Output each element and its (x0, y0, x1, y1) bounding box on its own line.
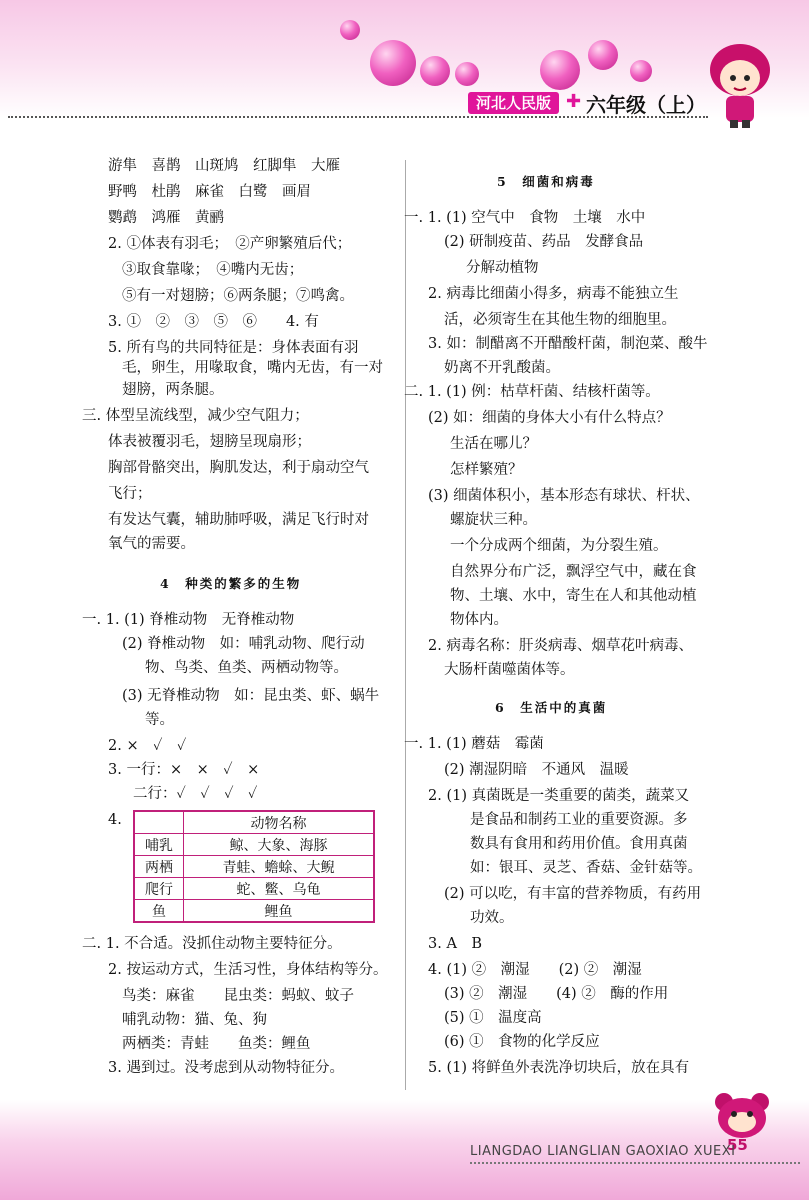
text-line: 活，必须寄生在其他生物的细胞里。 (444, 312, 676, 328)
text-line: 胸部骨骼突出，胸肌发达，利于扇动空气 (108, 460, 369, 476)
plus-icon: ✚ (566, 91, 582, 112)
decorative-bubble (370, 40, 416, 86)
text-line: 数具有食用和药用价值。食用真菌 (470, 836, 688, 852)
table-cell: 鱼 (134, 900, 184, 923)
text-line: 3. 遇到过。没考虑到从动物特征分。 (108, 1060, 344, 1076)
table-cell: 哺乳 (134, 834, 184, 856)
text-line: 飞行； (108, 486, 152, 502)
text-line: (5) ① 温度高 (444, 1010, 542, 1026)
text-line: ⑤有一对翅膀；⑥两条腿；⑦鸣禽。 (122, 288, 354, 304)
text-line: 有发达气囊，辅助肺呼吸，满足飞行时对 (108, 512, 369, 528)
text-line: 5. (1) 将鲜鱼外表洗净切块后，放在具有 (428, 1060, 690, 1076)
decorative-bubble (540, 50, 580, 90)
text-line: 物、土壤、水中，寄生在人和其他动植 (450, 588, 697, 604)
text-line: ③取食靠喙； ④嘴内无齿； (122, 262, 304, 278)
text-line: 哺乳动物：猫、兔、狗 (122, 1012, 267, 1028)
text-line: 翅膀，两条腿。 (122, 382, 224, 398)
bear-mascot-icon (712, 1090, 772, 1142)
animal-table (133, 810, 375, 923)
text-line: 怎样繁殖？ (450, 462, 523, 478)
table-cell: 两栖 (134, 856, 184, 878)
text-line: 2. 病毒比细菌小得多，病毒不能独立生 (428, 286, 679, 302)
mascot-icon (700, 36, 780, 128)
edition-badge: 河北人民版 (468, 92, 559, 114)
text-line: 3. 如：制醋离不开醋酸杆菌，制泡菜、酸牛 (428, 336, 708, 352)
column-divider (405, 160, 406, 1090)
text-line: 鹦鹉 鸿雁 黄鹂 (108, 210, 224, 226)
text-line: 等。 (145, 712, 174, 728)
table-cell: 蛇、鳖、乌龟 (184, 878, 375, 900)
decorative-bubble (420, 56, 450, 86)
header-divider (8, 116, 708, 118)
text-line: (2) 研制疫苗、药品 发酵食品 (444, 234, 644, 250)
text-line: (2) 如：细菌的身体大小有什么特点？ (428, 410, 671, 426)
text-line: 自然界分布广泛，飘浮空气中，藏在食 (450, 564, 697, 580)
text-line: 两栖类：青蛙 鱼类：鲤鱼 (122, 1036, 311, 1052)
section-title: 6 生活中的真菌 (495, 700, 608, 715)
text-line: 物体内。 (450, 612, 508, 628)
text-line: (6) ① 食物的化学反应 (444, 1034, 600, 1050)
decorative-bubble (588, 40, 618, 70)
text-line: 是食品和制药工业的重要资源。多 (470, 812, 688, 828)
text-line: 二行：✓ ✓ ✓ ✓ (133, 786, 258, 802)
text-line: 2. (1) 真菌既是一类重要的菌类，蔬菜又 (428, 788, 690, 804)
footer-brand: LIANGDAO LIANGLIAN GAOXIAO XUEXI (470, 1144, 736, 1159)
section-title: 4 种类的繁多的生物 (160, 576, 302, 591)
text-line: (3) 细菌体积小，基本形态有球状、杆状、 (428, 488, 700, 504)
text-line: 4. (1) ② 潮湿 (2) ② 潮湿 (428, 962, 642, 978)
table-cell: 青蛙、蟾蜍、大鲵 (184, 856, 375, 878)
decorative-bubble (455, 62, 479, 86)
text-line: 游隼 喜鹊 山斑鸠 红脚隼 大雁 (108, 158, 340, 174)
table-cell: 鲤鱼 (184, 900, 375, 923)
page-number: 55 (727, 1136, 748, 1154)
text-line: 5. 所有鸟的共同特征是：身体表面有羽 (108, 340, 359, 356)
text-line: 毛，卵生，用喙取食，嘴内无齿，有一对 (122, 360, 383, 376)
section-title: 5 细菌和病毒 (497, 174, 595, 189)
text-line: (2) 脊椎动物 如：哺乳动物、爬行动 (122, 636, 365, 652)
table-row (134, 834, 374, 856)
text-line: (2) 潮湿阴暗 不通风 温暖 (444, 762, 629, 778)
text-line: 奶离不开乳酸菌。 (444, 360, 560, 376)
text-line: 2. 病毒名称：肝炎病毒、烟草花叶病毒、 (428, 638, 693, 654)
text-line: 如：银耳、灵芝、香菇、金针菇等。 (470, 860, 702, 876)
text-line: 鸟类：麻雀 昆虫类：蚂蚁、蚊子 (122, 988, 354, 1004)
table-row (134, 856, 374, 878)
text-line: (2) 可以吃，有丰富的营养物质，有药用 (444, 886, 702, 902)
text-line: 物、鸟类、鱼类、两栖动物等。 (145, 660, 348, 676)
table-header: 动物名称 (184, 811, 375, 834)
text-line: 生活在哪儿？ (450, 436, 537, 452)
table-row (134, 811, 374, 834)
text-line: 螺旋状三种。 (450, 512, 537, 528)
table-row (134, 900, 374, 923)
decorative-bubble (340, 20, 360, 40)
decorative-bubble (630, 60, 652, 82)
text-line: 功效。 (470, 910, 514, 926)
text-line: 一. 1. (1) 空气中 食物 土壤 水中 (404, 210, 646, 226)
table-cell: 鲸、大象、海豚 (184, 834, 375, 856)
text-line: 4. (108, 812, 122, 828)
text-line: 三. 体型呈流线型，减少空气阻力； (82, 408, 309, 424)
text-line: 3. ① ② ③ ⑤ ⑥ 4. 有 (108, 314, 319, 330)
table-cell: 爬行 (134, 878, 184, 900)
table-row (134, 878, 374, 900)
text-line: 二. 1. (1) 例：枯草杆菌、结核杆菌等。 (404, 384, 660, 400)
text-line: 一个分成两个细菌，为分裂生殖。 (450, 538, 668, 554)
text-line: 2. ①体表有羽毛； ②产卵繁殖后代； (108, 236, 352, 252)
text-line: 2. × ✓ ✓ (108, 738, 187, 754)
grade-label: 六年级（上） (586, 93, 706, 117)
text-line: 大肠杆菌噬菌体等。 (444, 662, 575, 678)
text-line: 野鸭 杜鹃 麻雀 白鹭 画眉 (108, 184, 311, 200)
text-line: 分解动植物 (466, 260, 539, 276)
text-line: 3. 一行：× × ✓ × (108, 762, 260, 778)
text-line: 二. 1. 不合适。没抓住动物主要特征分。 (82, 936, 342, 952)
text-line: 一. 1. (1) 蘑菇 霉菌 (404, 736, 544, 752)
text-line: 2. 按运动方式，生活习性，身体结构等分。 (108, 962, 388, 978)
text-line: 3. A B (428, 936, 483, 952)
text-line: (3) 无脊椎动物 如：昆虫类、虾、蜗牛 (122, 688, 380, 704)
text-line: (3) ② 潮湿 (4) ② 酶的作用 (444, 986, 669, 1002)
text-line: 氧气的需要。 (108, 536, 195, 552)
text-line: 体表被覆羽毛，翅膀呈现扇形； (108, 434, 311, 450)
table-cell (134, 811, 184, 834)
footer-divider (470, 1162, 800, 1164)
text-line: 一. 1. (1) 脊椎动物 无脊椎动物 (82, 612, 295, 628)
